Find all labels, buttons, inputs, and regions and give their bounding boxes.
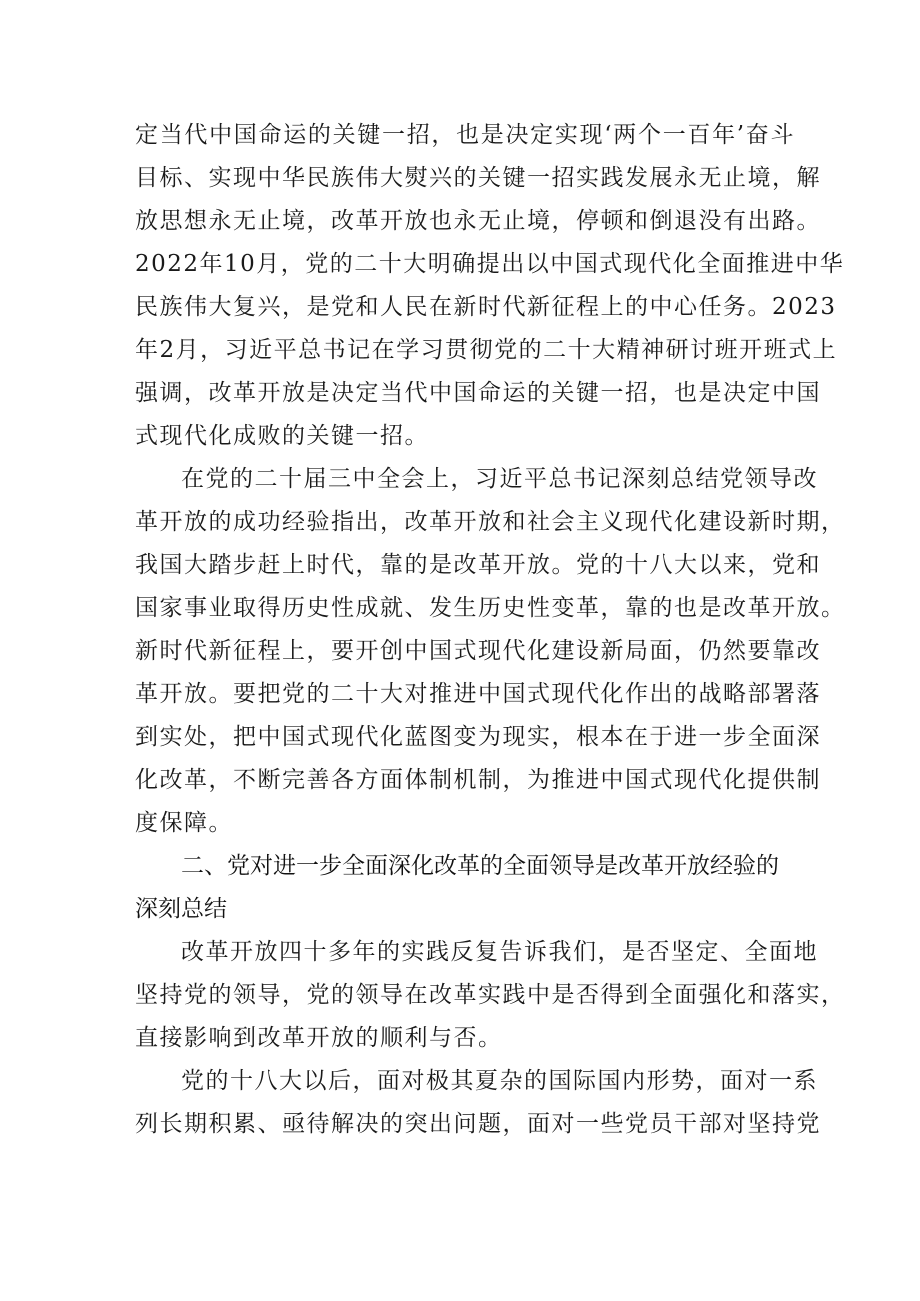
text-line: 改革开放四十多年的实践反复告诉我们，是否坚定、全面地 [181, 939, 818, 965]
paragraph-practice [135, 931, 846, 1060]
text-line: 我国大踏步赶上时代，靠的是改革开放。党的十八大以来，党和 [135, 552, 821, 578]
text-line: 坚持党的领导，党的领导在改革实践中是否得到全面强化和落实， [135, 982, 846, 1008]
paragraph-continuation [135, 114, 845, 458]
text-line: 强调，改革开放是决定当代中国命运的关键一招，也是决定中国 [135, 380, 821, 406]
text-line: 度保障。 [135, 810, 233, 836]
text-line: 国家事业取得历史性成就、发生历史性变革，靠的也是改革开放。 [135, 595, 846, 621]
text-line: 直接影响到改革开放的顺利与否。 [135, 1025, 503, 1051]
text-line: 目标、实现中华民族伟大熨兴的关键一招实践发展永无止境，解 [135, 165, 821, 191]
heading-line: 深刻总结 [135, 896, 227, 922]
text-line: 民族伟大复兴，是党和人民在新时代新征程上的中心任务。2023 [135, 294, 837, 320]
text-line: 革开放的成功经验指出，改革开放和社会主义现代化建设新时期， [135, 509, 846, 535]
heading-line: 二、党对进一步全面深化改革的全面领导是改革开放经验的 [181, 853, 779, 879]
text-line: 化改革，不断完善各方面体制机制，为推进中国式现代化提供制 [135, 767, 821, 793]
text-line: 年2月，习近平总书记在学习贯彻党的二十大精神研讨班开班式上 [135, 337, 838, 363]
paragraph-third-plenum [135, 458, 846, 845]
text-line: 放思想永无止境，改革开放也永无止境，停顿和倒退没有出路。 [135, 208, 821, 234]
text-line: 到实处，把中国式现代化蓝图变为现实，根本在于进一步全面深 [135, 724, 821, 750]
text-line: 党的十八大以后，面对极其夏杂的国际国内形势，面对一系 [181, 1068, 818, 1094]
text-line: 式现代化成败的关键一招。 [135, 423, 429, 449]
text-line: 定当代中国命运的关键一招，也是决定实现‘两个一百年’奋斗 [135, 122, 795, 148]
text-line: 在党的二十届三中全会上，习近平总书记深刻总结党领导改 [181, 466, 818, 492]
text-line: 列长期积累、亟待解决的突出问题，面对一些党员干部对坚持党 [135, 1111, 821, 1137]
paragraph-eighteenth-congress [135, 1060, 821, 1146]
text-line: 革开放。要把党的二十大对推进中国式现代化作出的战略部署落 [135, 681, 821, 707]
section-heading-2 [135, 845, 800, 931]
text-line: 2022年10月，党的二十大明确提出以中国式现代化全面推进中华 [135, 251, 845, 277]
text-line: 新时代新征程上，要开创中国式现代化建设新局面，仍然要靠改 [135, 638, 821, 664]
